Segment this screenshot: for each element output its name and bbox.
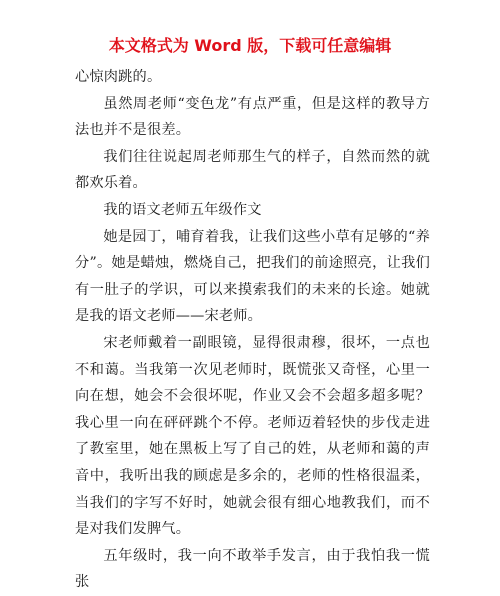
word-format-banner: 本文格式为 Word 版，下载可任意编辑 — [108, 36, 392, 55]
paragraph: 她是园丁，哺育着我，让我们这些小草有足够的“养分”。她是蜡烛，燃烧自己，把我们的前途照亮，让我们有一肚子的学识，可以来摸索我们的未来的长途。她就是我的语文老师——宋老师。 — [75, 228, 430, 325]
paragraph: 心惊肉跳的。 — [75, 69, 162, 85]
section-heading: 我的语文老师五年级作文 — [103, 201, 262, 218]
paragraph: 我们往往说起周老师那生气的样子，自然而然的就都欢乐着。 — [75, 148, 430, 192]
document-body — [75, 64, 430, 596]
paragraph: 宋老师戴着一副眼镜，显得很肃穆，很坏，一点也不和蔼。当我第一次见老师时，既慌张又奇怪，心里一向在想，她会不会很坏呢，作业又会不会超多超多呢？我心里一向在砰砰跳个不停。老师迈着轻快的步伐走进了教室里，她在黑板上写了自己的姓，从老师和蔼的声音中，我听出我的顾虑是多余的，老师的性格很温柔，当我们的字写不好时，她就会很有细心地教我们，而不是对我们发脾气。 — [75, 334, 430, 538]
paragraph: 五年级时，我一向不敢举手发言，由于我怕我一慌张 — [75, 547, 430, 591]
paragraph: 虽然周老师“变色龙”有点严重，但是这样的教导方法也并不是很差。 — [75, 95, 430, 139]
